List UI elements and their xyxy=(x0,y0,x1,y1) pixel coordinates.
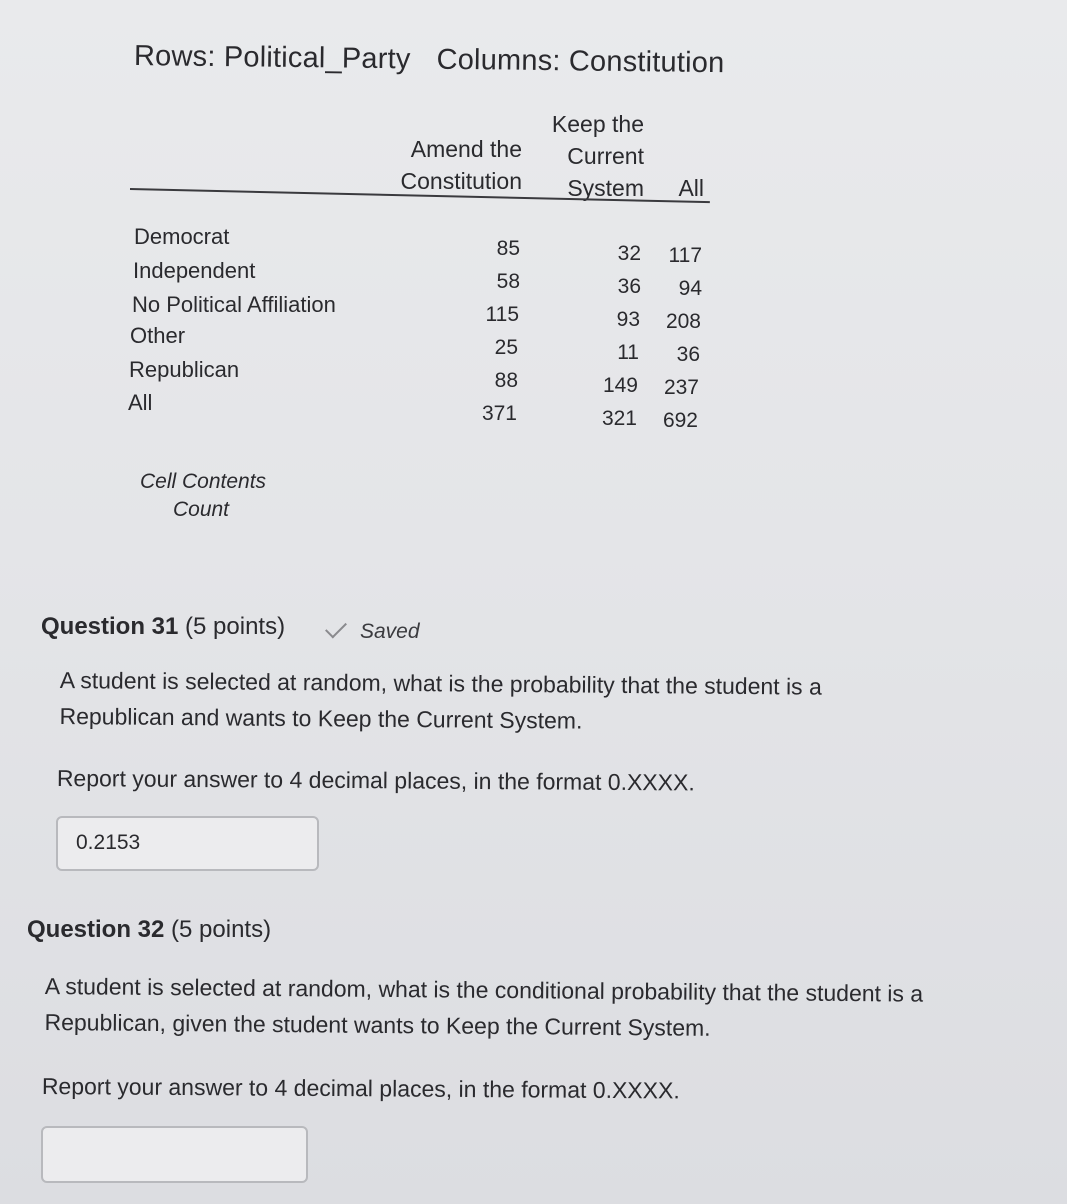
cell-keep: 36 xyxy=(617,275,641,298)
question-32-answer-input[interactable] xyxy=(41,1126,308,1183)
cell-amend: 25 xyxy=(494,336,518,359)
row-label: Other xyxy=(130,323,186,348)
checkmark-icon xyxy=(325,617,347,639)
row-label: No Political Affiliation xyxy=(132,292,336,317)
question-31-text: A student is selected at random, what is the probability that the student is a Republican and wants to Keep the Current System. xyxy=(59,666,822,734)
row-label: All xyxy=(128,390,153,415)
column-header-all: All xyxy=(678,175,704,201)
cell-all: 208 xyxy=(665,310,701,333)
column-header-amend xyxy=(372,133,522,197)
rows-label: Rows: Political_Party xyxy=(133,40,411,76)
cell-contents-value: Count xyxy=(172,498,230,521)
question-31-header xyxy=(41,613,285,641)
cell-keep: 32 xyxy=(617,242,641,265)
cell-contents-note xyxy=(140,468,267,524)
column-header-amend-line1: Amend the xyxy=(410,136,522,162)
question-31-instruction: Report your answer to 4 decimal places, in the format 0.XXXX. xyxy=(56,764,695,796)
columns-label: Columns: Constitution xyxy=(436,43,725,80)
cell-contents-label: Cell Contents xyxy=(140,470,267,493)
cell-amend: 371 xyxy=(481,402,517,425)
question-32-points: (5 points) xyxy=(171,916,272,943)
saved-label: Saved xyxy=(360,620,420,643)
question-32-instruction: Report your answer to 4 decimal places, in the format 0.XXXX. xyxy=(41,1072,680,1104)
cell-keep: 149 xyxy=(602,374,638,397)
cell-all: 692 xyxy=(662,409,698,432)
cell-keep: 93 xyxy=(616,308,640,331)
cell-amend: 88 xyxy=(494,369,518,392)
cell-keep: 321 xyxy=(601,407,637,430)
saved-status xyxy=(326,620,420,644)
question-32-header xyxy=(27,916,271,944)
column-header-keep-line2: Current xyxy=(567,143,644,169)
table-title xyxy=(134,40,725,80)
cell-amend: 58 xyxy=(496,270,520,293)
row-label: Independent xyxy=(133,258,256,283)
column-header-keep-line1: Keep the xyxy=(551,111,644,137)
cell-all: 237 xyxy=(663,376,699,399)
cell-all: 94 xyxy=(678,277,702,300)
question-32-text: A student is selected at random, what is the conditional probability that the student is a Republican, given the student wants to Keep the Current System. xyxy=(44,972,924,1041)
cell-all: 36 xyxy=(676,343,700,366)
column-header-amend-line2: Constitution xyxy=(400,168,522,194)
cell-amend: 115 xyxy=(485,303,519,326)
question-32-number: Question 32 xyxy=(27,916,165,943)
cell-all: 117 xyxy=(668,244,702,267)
column-header-keep-line3: System xyxy=(567,175,644,201)
question-31-number: Question 31 xyxy=(41,613,179,640)
question-31-answer-input[interactable]: 0.2153 xyxy=(56,816,319,871)
row-label: Democrat xyxy=(134,224,230,249)
question-31-points: (5 points) xyxy=(185,613,286,640)
cell-keep: 11 xyxy=(617,341,639,364)
cell-amend: 85 xyxy=(496,237,520,260)
row-label: Republican xyxy=(129,357,240,382)
column-header-keep xyxy=(520,108,644,204)
